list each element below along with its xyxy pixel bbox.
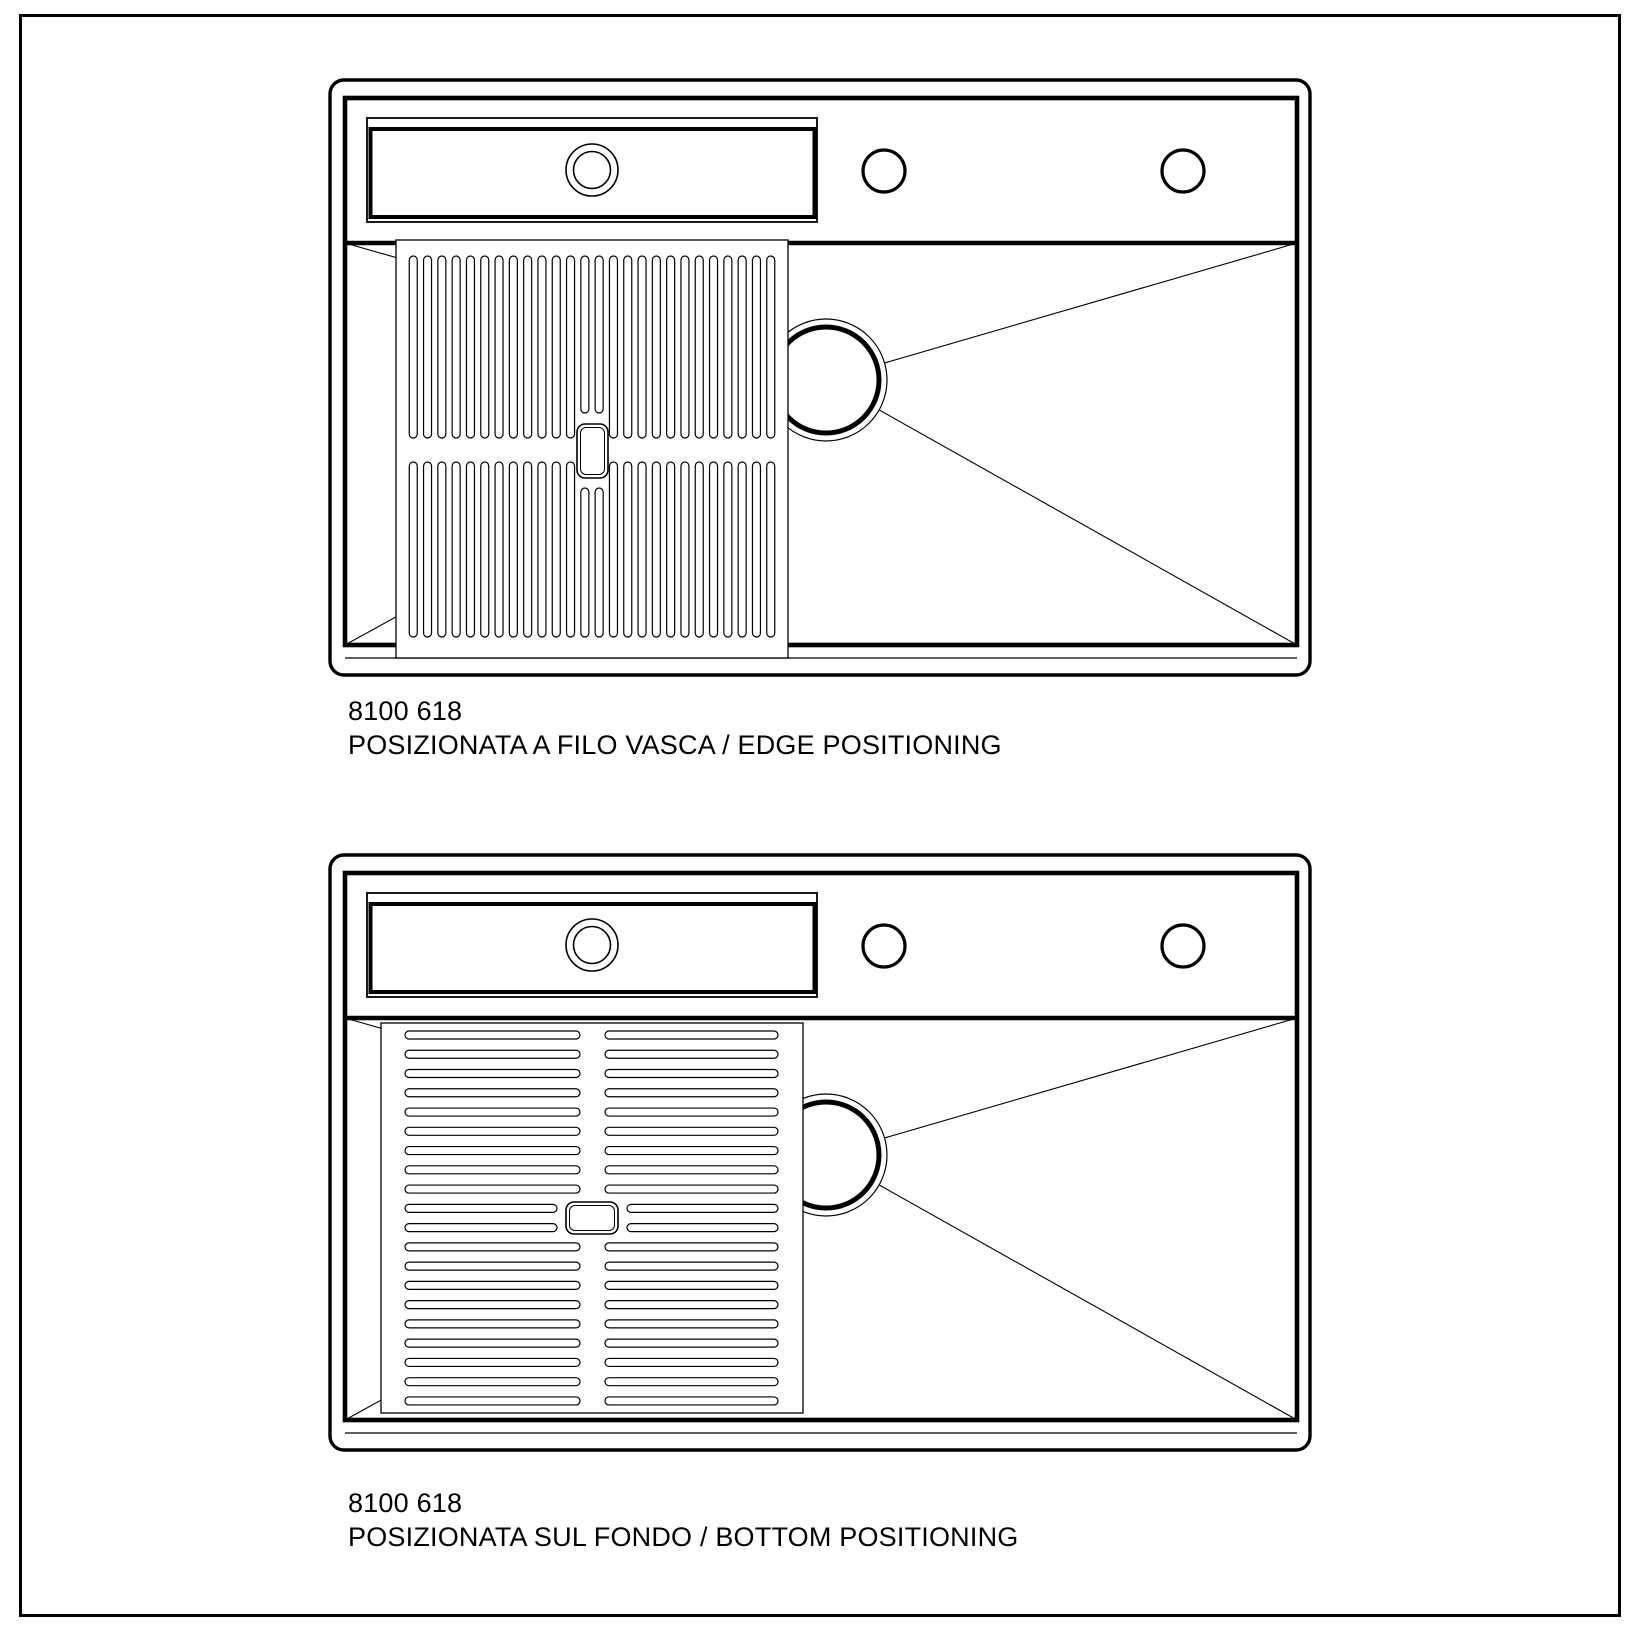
corner-drain-line (879, 1185, 1297, 1420)
grate-slat (481, 256, 489, 438)
grate-slat (405, 1397, 580, 1405)
grate-slat (681, 256, 689, 438)
grate-slat (752, 256, 760, 438)
grate-slat (605, 1339, 778, 1347)
grate-slat (405, 1166, 580, 1174)
drainer-grate-bottom (381, 1023, 803, 1413)
grate-slat (605, 1127, 778, 1135)
grate-slat (524, 462, 532, 637)
grate-slat (424, 256, 432, 438)
grate-slat (405, 1378, 580, 1386)
grate-slat (452, 462, 460, 637)
grate-slat (752, 462, 760, 637)
tap-ledge-outer (367, 118, 817, 222)
deck-hole-1 (863, 925, 905, 967)
tap-hole-inner (574, 927, 611, 964)
grate-slat (405, 1089, 580, 1097)
grate-slat (452, 256, 460, 438)
grate-slat (509, 256, 517, 438)
figure-code: 8100 618 (348, 1488, 463, 1518)
grate-drain-cover (566, 1202, 618, 1234)
grate-slat (466, 462, 474, 637)
corner-drain-line (885, 243, 1297, 363)
figure-caption-bottom (348, 1486, 1018, 1554)
tap-hole-inner (574, 152, 611, 189)
grate-slat (605, 1050, 778, 1058)
grate-slat (605, 1147, 778, 1155)
grate-slat (724, 462, 732, 637)
grate-slat (605, 1185, 778, 1193)
grate-slat (627, 1224, 778, 1232)
grate-slat (552, 462, 560, 637)
grate-slat (695, 462, 703, 637)
grate-slat (638, 256, 646, 438)
grate-slat (405, 1224, 557, 1232)
deck-hole-2 (1162, 150, 1204, 192)
figure-caption-text: POSIZIONATA SUL FONDO / BOTTOM POSITIONING (348, 1522, 1019, 1552)
grate-slat (605, 1243, 778, 1251)
grate-slat (409, 256, 417, 438)
grate-slat (605, 1262, 778, 1270)
corner-drain-line (879, 410, 1297, 645)
grate-slat (509, 462, 517, 637)
grate-slat (405, 1339, 580, 1347)
grate-slat (681, 462, 689, 637)
grate-slat (405, 1262, 580, 1270)
grate-slat (724, 256, 732, 438)
grate-drain-cover (577, 424, 608, 478)
grate-slat (495, 462, 503, 637)
grate-slat (595, 488, 603, 637)
drainer-grate-edge (396, 240, 788, 658)
grate-slat (652, 462, 660, 637)
grate-slat (767, 462, 775, 637)
grate-slat (405, 1070, 580, 1078)
corner-drain-line (885, 1018, 1297, 1138)
grate-slat (667, 256, 675, 438)
grate-slat (605, 1070, 778, 1078)
sink-drawing-edge-positioning (330, 80, 1310, 675)
grate-slat (605, 1301, 778, 1309)
grate-slat (405, 1050, 580, 1058)
grate-slat (405, 1031, 580, 1039)
tap-ledge-outer (367, 893, 817, 997)
drain-hole (773, 327, 879, 433)
grate-slat (652, 256, 660, 438)
grate-slat (538, 256, 546, 438)
grate-slat (638, 462, 646, 637)
grate-slat (581, 256, 589, 413)
grate-slat (405, 1147, 580, 1155)
grate-slat (567, 256, 575, 438)
grate-slat (605, 1031, 778, 1039)
deck-hole-1 (863, 150, 905, 192)
grate-slat (624, 256, 632, 438)
grate-slat (466, 256, 474, 438)
grate-slat (581, 488, 589, 637)
grate-slat (609, 256, 617, 438)
grate-slat (710, 462, 718, 637)
grate-slat (438, 462, 446, 637)
grate-slat (627, 1204, 778, 1212)
grate-slat (524, 256, 532, 438)
grate-slat (405, 1358, 580, 1366)
grate-slat (605, 1320, 778, 1328)
grate-slat (767, 256, 775, 438)
figure-code: 8100 618 (348, 696, 463, 726)
grate-slat (481, 462, 489, 637)
grate-slat (605, 1358, 778, 1366)
tap-ledge-inner (371, 129, 815, 217)
figure-caption-edge (348, 694, 1002, 762)
grate-slat (667, 462, 675, 637)
grate-slat (405, 1127, 580, 1135)
sink-drawing-bottom-positioning (330, 855, 1310, 1450)
grate-slat (409, 462, 417, 637)
grate-slat (405, 1108, 580, 1116)
grate-slat (495, 256, 503, 438)
grate-slat (405, 1281, 580, 1289)
grate-slat (405, 1243, 580, 1251)
grate-slat (609, 462, 617, 637)
figure-caption-text: POSIZIONATA A FILO VASCA / EDGE POSITIONING (348, 730, 1002, 760)
grate-slat (605, 1089, 778, 1097)
grate-slat (605, 1281, 778, 1289)
deck-hole-2 (1162, 925, 1204, 967)
grate-slat (738, 256, 746, 438)
grate-slat (695, 256, 703, 438)
grate-slat (605, 1378, 778, 1386)
grate-slat (424, 462, 432, 637)
grate-slat (605, 1108, 778, 1116)
grate-slat (538, 462, 546, 637)
grate-slat (710, 256, 718, 438)
grate-slat (605, 1397, 778, 1405)
grate-slat (738, 462, 746, 637)
grate-slat (405, 1204, 557, 1212)
grate-slat (552, 256, 560, 438)
grate-slat (624, 462, 632, 637)
grate-slat (405, 1185, 580, 1193)
grate-slat (595, 256, 603, 413)
grate-slat (405, 1301, 580, 1309)
grate-slat (605, 1166, 778, 1174)
tap-ledge-inner (371, 904, 815, 992)
grate-slat (567, 462, 575, 637)
grate-slat (405, 1320, 580, 1328)
grate-slat (438, 256, 446, 438)
